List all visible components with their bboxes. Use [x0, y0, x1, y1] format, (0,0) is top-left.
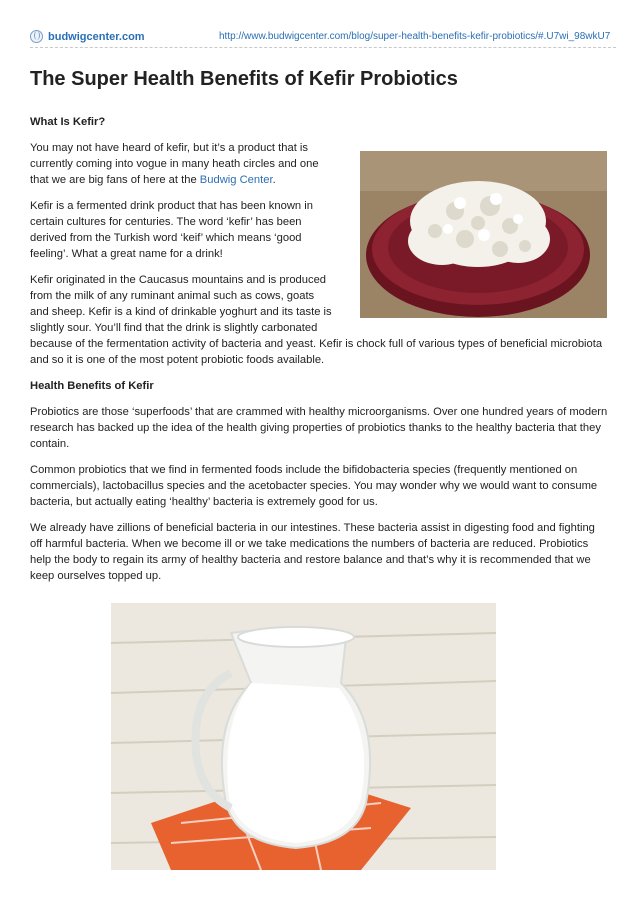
- paragraph: Probiotics are those ‘superfoods’ that are crammed with healthy microorganisms. Over one hundred years of modern research has backed up the idea of the health giving properties of probiotics thanks to the healthy bacteria that they contain.: [30, 406, 608, 450]
- paragraph: Common probiotics that we find in fermented foods include the bifidobacteria species (frequently mentioned on commercials), lactobacillus species and the acetobacter species. You may wonder why we would want to consume bacteria, but actually eating ‘healthy’ bacteria is extremely good for us.: [30, 464, 598, 508]
- header-divider: [30, 47, 616, 48]
- paragraph-text: You may not have heard of kefir, but it’s a product that is currently coming into vogue in many heath circles and one that we are big fans of here at the: [30, 142, 319, 186]
- kefir-pitcher-image: [111, 603, 496, 870]
- paragraph: [30, 272, 608, 368]
- paragraph: Kefir is a fermented drink product that has been known in certain cultures for centuries. The word ‘kefir’ has been derived from the Turkish word ‘keif’ which means ‘good feeling’. What a great name for a drink!: [30, 200, 313, 260]
- section-heading-what-is-kefir: What Is Kefir?: [30, 116, 106, 128]
- site-label[interactable]: budwigcenter.com: [48, 30, 145, 43]
- paragraph: We already have zillions of beneficial bacteria in our intestines. These bacteria assist in digesting food and fighting off harmful bacteria. When we become ill or we take medications the numbers of bacteria are reduced. Probiotics help the body to regain its army of healthy bacteria and restore balance and that’s why it is recommended that we keep ourselves topped up.: [30, 522, 595, 582]
- article-title: The Super Health Benefits of Kefir Probiotics: [30, 68, 458, 90]
- budwig-center-link[interactable]: Budwig Center: [199, 174, 273, 186]
- article-body: [30, 114, 608, 594]
- globe-icon: [30, 30, 43, 43]
- paragraph-text: Kefir originated in the Caucasus mountains and is produced from the milk of any ruminant animal such as cows, goats and sheep. Kefir is a kind of drinkable yoghurt and its taste is slightly sour. You’ll find that the drink is slightly carbonated: [30, 274, 332, 334]
- paragraph-text: because of the fermentation activity of bacteria and yeast. Kefir is chock full of various types of beneficial microbiota and so it is one of the most potent probiotic foods available.: [30, 338, 603, 366]
- site-name[interactable]: [30, 30, 145, 43]
- paragraph: [30, 140, 332, 188]
- paragraph-text: .: [272, 174, 276, 186]
- page-url[interactable]: http://www.budwigcenter.com/blog/super-health-benefits-kefir-probiotics/#.U7wi_98wkU7: [219, 31, 611, 42]
- page-header: [0, 0, 638, 44]
- section-heading-health-benefits: Health Benefits of Kefir: [30, 380, 154, 392]
